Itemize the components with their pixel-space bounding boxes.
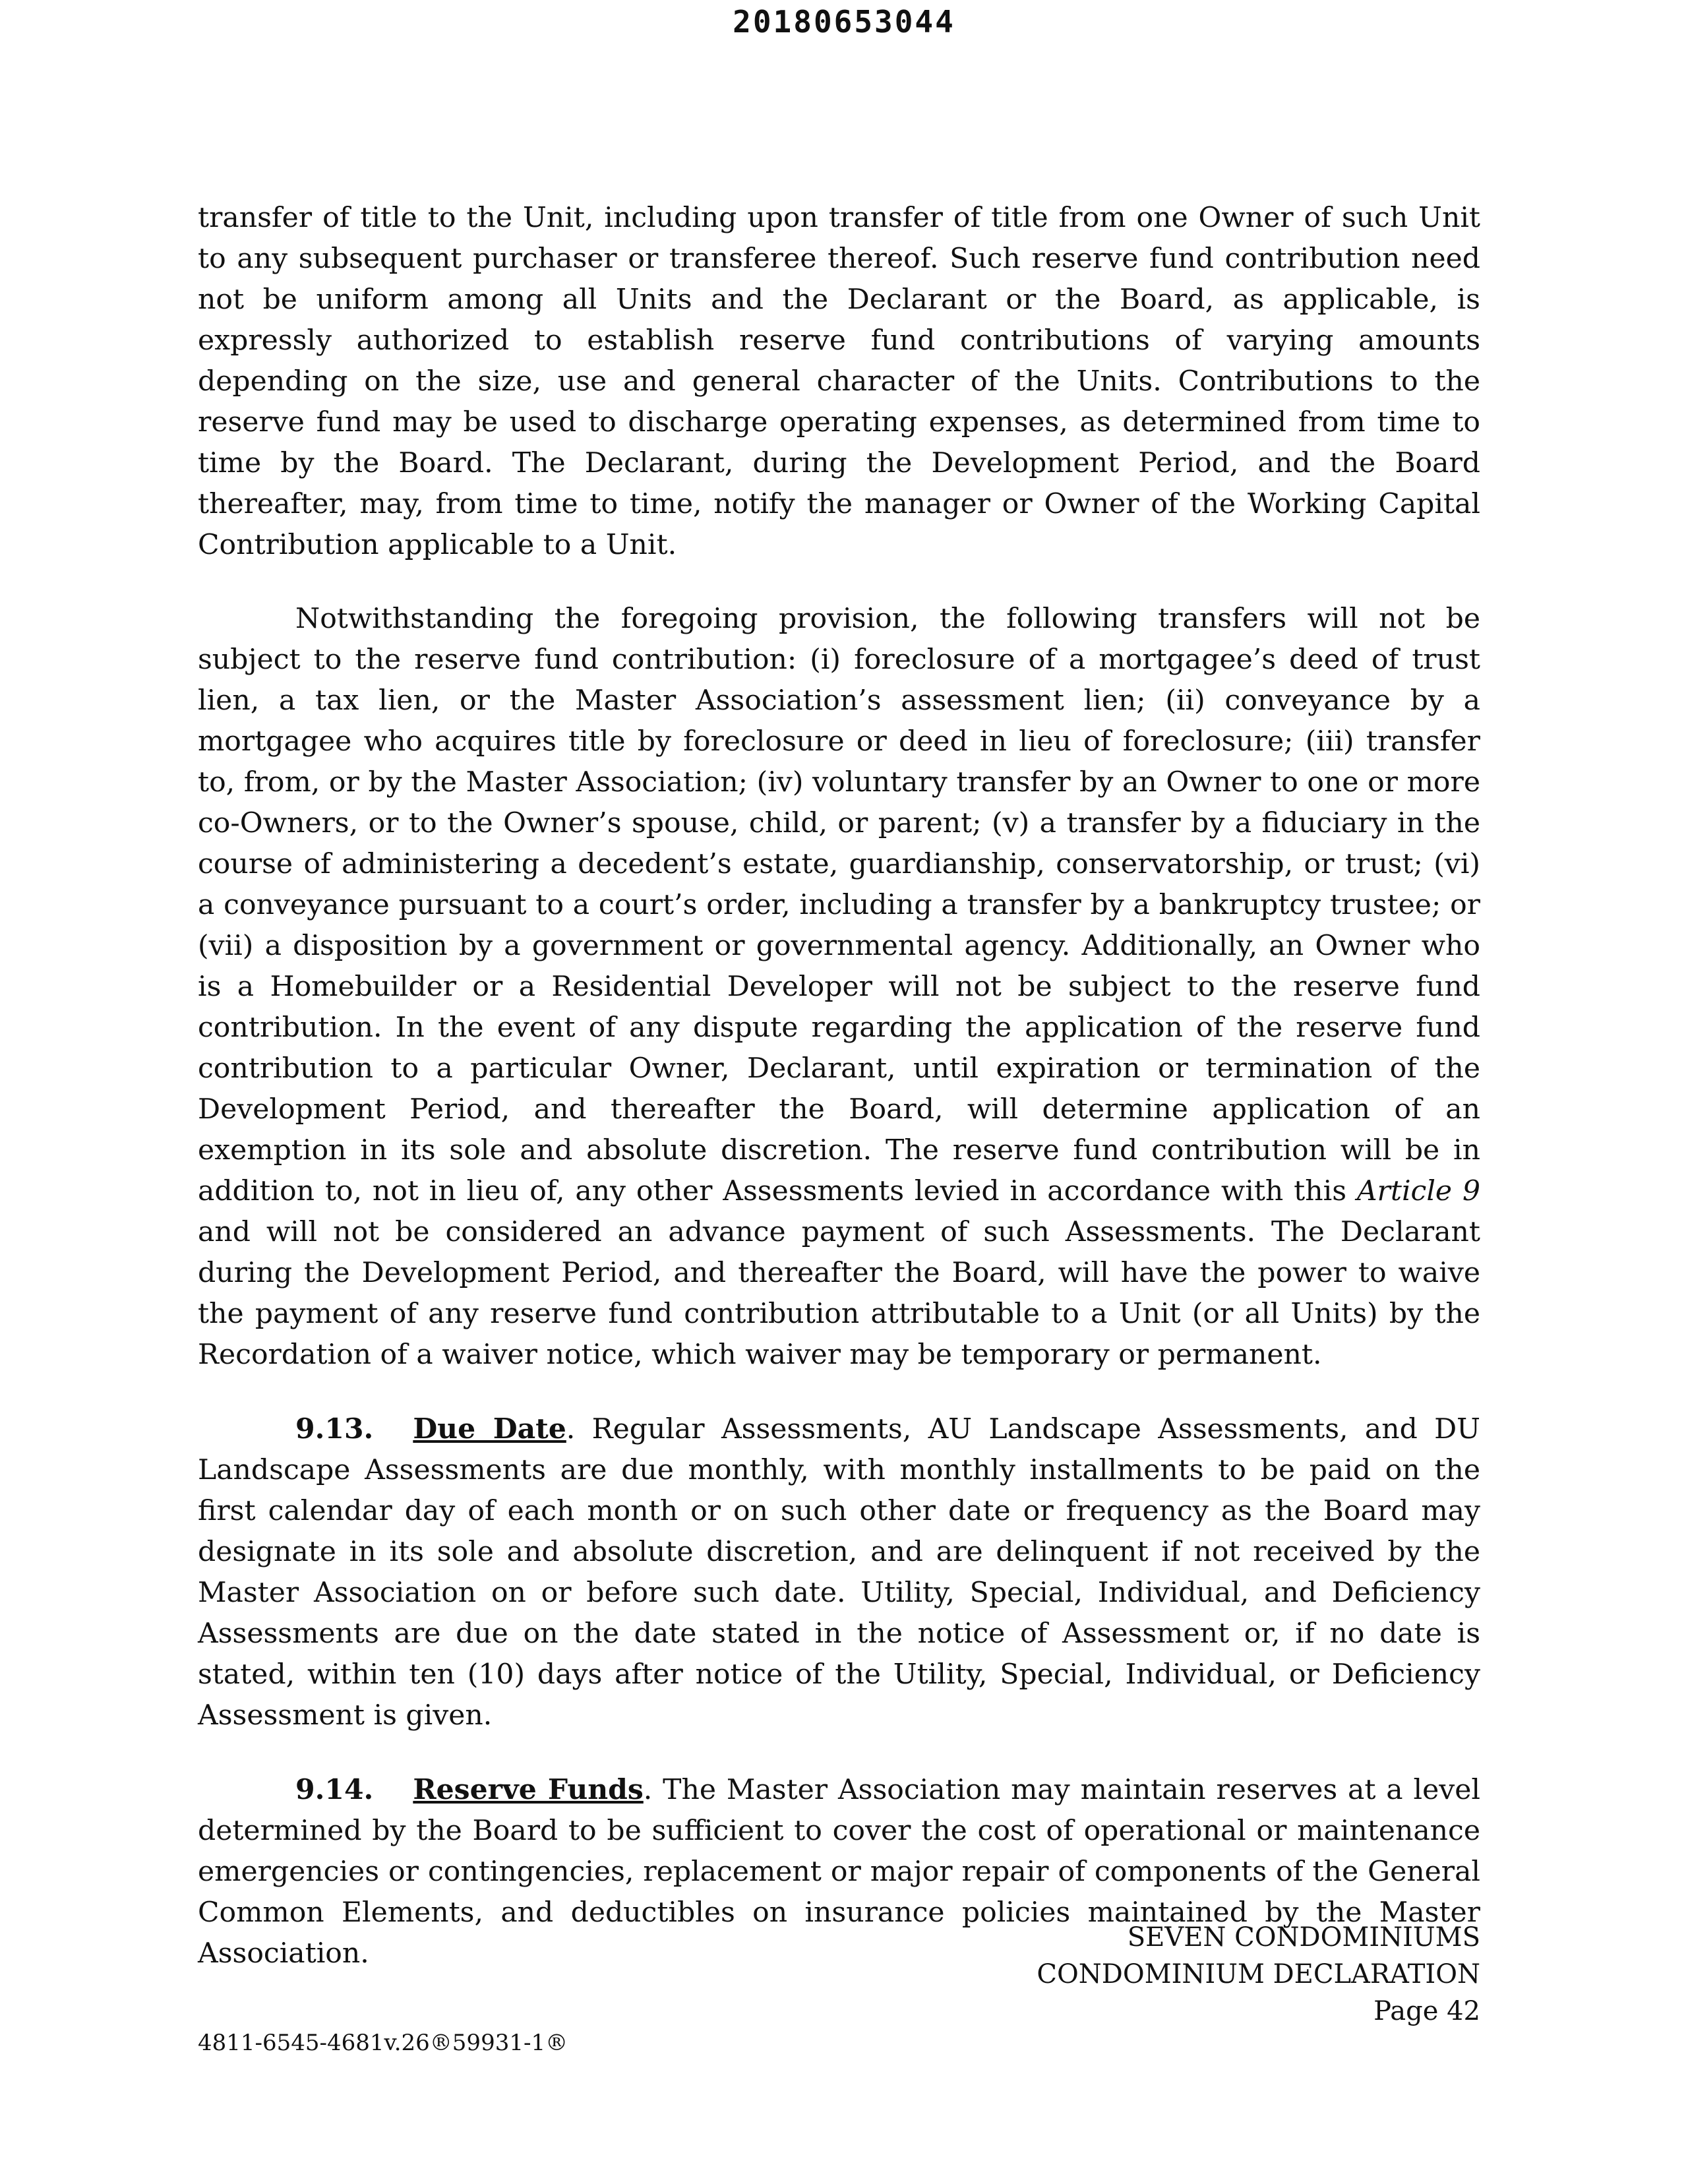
page-number: Page 42 <box>1373 1996 1480 2026</box>
footer-project-name: SEVEN CONDOMINIUMS <box>1127 1922 1480 1953</box>
section-9-13 <box>198 1409 1480 1736</box>
document-body <box>198 198 1480 2007</box>
paragraph-exemptions <box>198 599 1480 1376</box>
section-text: . Regular Assessments, AU Landscape Assessments, and DU Landscape Assessments are due monthly, with monthly installments to be paid on the first calendar day of each month or on such other date or frequency as the Board may designate in its sole and absolute discretion, and are delinquent if not received by the Master Association on or before such date. Utility, Special, Individual, and Deficiency Assessments are due on the date stated in the notice of Assessment or, if no date is stated, within ten (10) days after notice of the Utility, Special, Individual, or Deficiency Assessment is given. <box>198 1413 1480 1732</box>
section-number: 9.13. <box>295 1412 374 1445</box>
section-title: Reserve Funds <box>413 1773 644 1806</box>
section-number: 9.14. <box>295 1773 374 1806</box>
page-footer <box>1037 1919 1480 2030</box>
exemptions-text: Notwithstanding the foregoing provision, the following transfers will not be subject to the reserve fund contribution: (i) foreclosure of a mortgagee’s deed of trust lien, a tax lien, or the Master Association’s assessment lien; (ii) conveyance by a mortgagee who acquires title by foreclosure or deed in lieu of foreclosure; (iii) transfer to, from, or by the Master Association; (iv) voluntary transfer by an Owner to one or more co-Owners, or to the Owner’s spouse, child, or parent; (v) a transfer by a fiduciary in the course of administering a decedent’s estate, guardianship, conservatorship, or trust; (vi) a conveyance pursuant to a court’s order, including a transfer by a bankruptcy trustee; or (vii) a disposition by a government or governmental agency. Additionally, an Owner who is a Homebuilder or a Residential Developer will not be subject to the reserve fund contribution. In the event of any dispute regarding the application of the reserve fund contribution to a particular Owner, Declarant, until expiration or termination of the Development Period, and thereafter the Board, will determine application of an exemption in its sole and absolute discretion. The reserve fund contribution will be in addition to, not in lieu of, any other Assessments levied in accordance with this <box>198 603 1480 1207</box>
paragraph-reserve-contribution: transfer of title to the Unit, including upon transfer of title from one Owner of such Unit to any subsequent purchaser or transferee thereof. Such reserve fund contribution need not be uniform among all Units and the Declarant or the Board, as applicable, is expressly authorized to establish reserve fund contributions of varying amounts depending on the size, use and general character of the Units. Contributions to the reserve fund may be used to discharge operating expenses, as determined from time to time by the Board. The Declarant, during the Development Period, and the Board thereafter, may, from time to time, notify the manager or Owner of the Working Capital Contribution applicable to a Unit. <box>198 202 1480 561</box>
document-id: 4811-6545-4681v.26®59931-1® <box>198 2030 568 2056</box>
recording-number: 20180653044 <box>733 4 955 40</box>
exemptions-text-end: and will not be considered an advance payment of such Assessments. The Declarant during the Development Period, and thereafter the Board, will have the power to waive the payment of any reserve fund contribution attributable to a Unit (or all Units) by the Recordation of a waiver notice, which waiver may be temporary or permanent. <box>198 1216 1480 1371</box>
section-text: . The Master Association may maintain reserves at a level determined by the Board to be sufficient to cover the cost of operational or maintenance emergencies or contingencies, replacement or major repair of components of the General Common Elements, and deductibles on insurance policies maintained by the Master Association. <box>198 1774 1481 1970</box>
article-reference: Article 9 <box>1356 1175 1480 1207</box>
section-title: Due Date <box>413 1412 566 1445</box>
footer-document-title: CONDOMINIUM DECLARATION <box>1037 1959 1480 1989</box>
